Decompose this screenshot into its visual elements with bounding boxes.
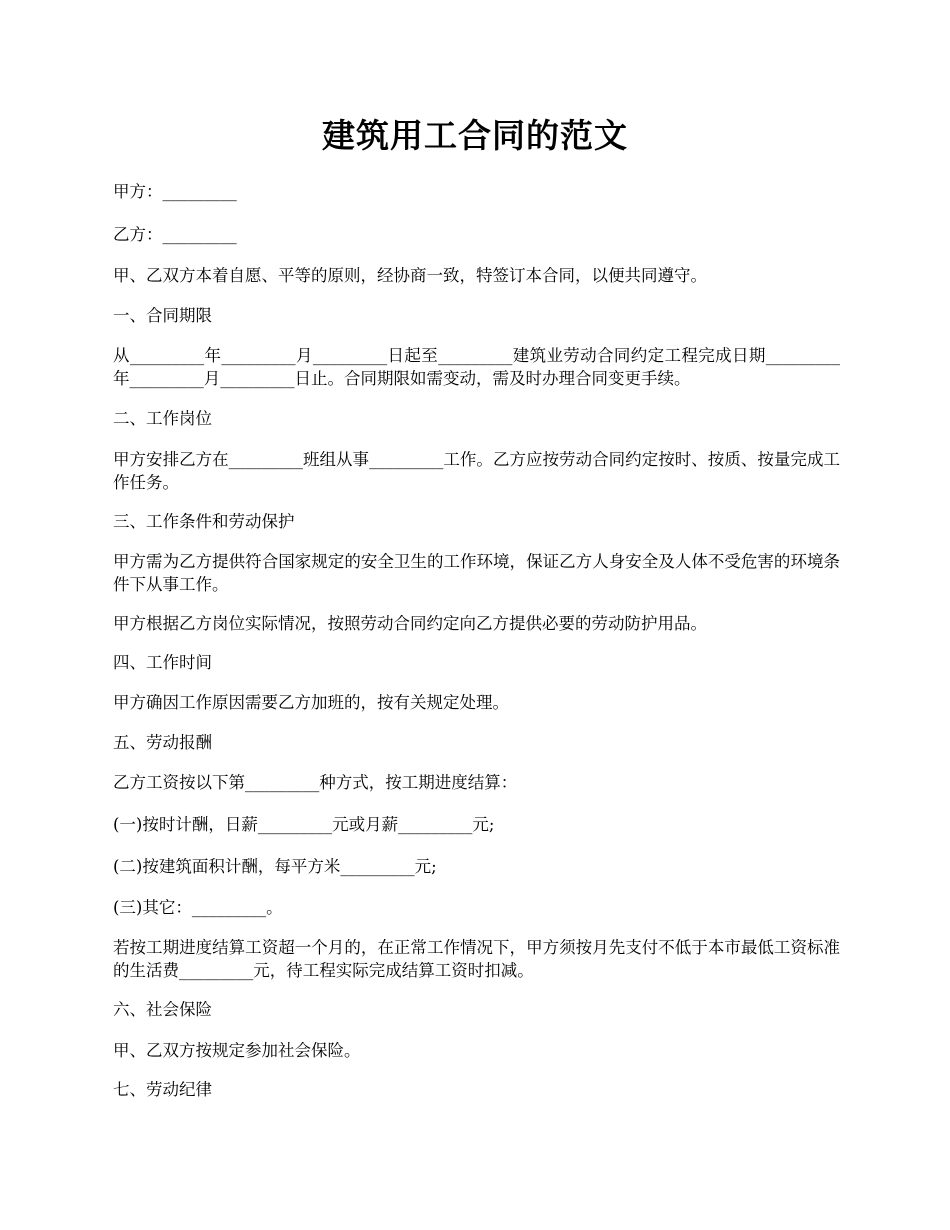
section-heading-discipline: 七、劳动纪律 bbox=[113, 1080, 212, 1099]
section-heading-conditions: 三、工作条件和劳动保护 bbox=[113, 512, 295, 531]
pay-option-3: (三)其它：_________。 bbox=[113, 898, 283, 917]
position-paragraph: 甲方安排乙方在_________班组从事_________工作。乙方应按劳动合同约定按时、按质、按量完成工作任务。 bbox=[113, 450, 840, 492]
conditions-paragraph-2: 甲方根据乙方岗位实际情况，按照劳动合同约定向乙方提供必要的劳动防护用品。 bbox=[113, 614, 707, 633]
section-heading-insurance: 六、社会保险 bbox=[113, 1000, 212, 1019]
section-heading-pay: 五、劳动报酬 bbox=[113, 733, 212, 752]
section-heading-hours: 四、工作时间 bbox=[113, 653, 212, 672]
document-title: 建筑用工合同的范文 bbox=[322, 116, 628, 155]
pay-paragraph: 乙方工资按以下第_________种方式，按工期进度结算： bbox=[113, 773, 518, 792]
term-paragraph: 从_________年_________月_________日起至_________建筑业劳动合同约定工程完成日期_________年_________月_________日止。合同期限如需变动，需及时办理合同变更手续。 bbox=[113, 346, 840, 388]
pay-option-2: (二)按建筑面积计酬，每平方米_________元; bbox=[113, 857, 437, 876]
party-b-line: 乙方：_________ bbox=[113, 225, 237, 244]
party-a-line: 甲方：_________ bbox=[113, 182, 237, 201]
pay-option-1: (一)按时计酬，日薪_________元或月薪_________元; bbox=[113, 815, 495, 834]
preamble-paragraph: 甲、乙双方本着自愿、平等的原则，经协商一致，特签订本合同，以便共同遵守。 bbox=[113, 266, 707, 285]
insurance-paragraph: 甲、乙双方按规定参加社会保险。 bbox=[113, 1041, 361, 1060]
section-heading-term: 一、合同期限 bbox=[113, 306, 212, 325]
pay-settlement-paragraph: 若按工期进度结算工资超一个月的，在正常工作情况下，甲方须按月先支付不低于本市最低工资标准的生活费_________元，待工程实际完成结算工资时扣减。 bbox=[113, 938, 840, 980]
section-heading-position: 二、工作岗位 bbox=[113, 409, 212, 428]
conditions-paragraph-1: 甲方需为乙方提供符合国家规定的安全卫生的工作环境，保证乙方人身安全及人体不受危害的环境条件下从事工作。 bbox=[113, 552, 840, 594]
hours-paragraph: 甲方确因工作原因需要乙方加班的，按有关规定处理。 bbox=[113, 693, 509, 712]
